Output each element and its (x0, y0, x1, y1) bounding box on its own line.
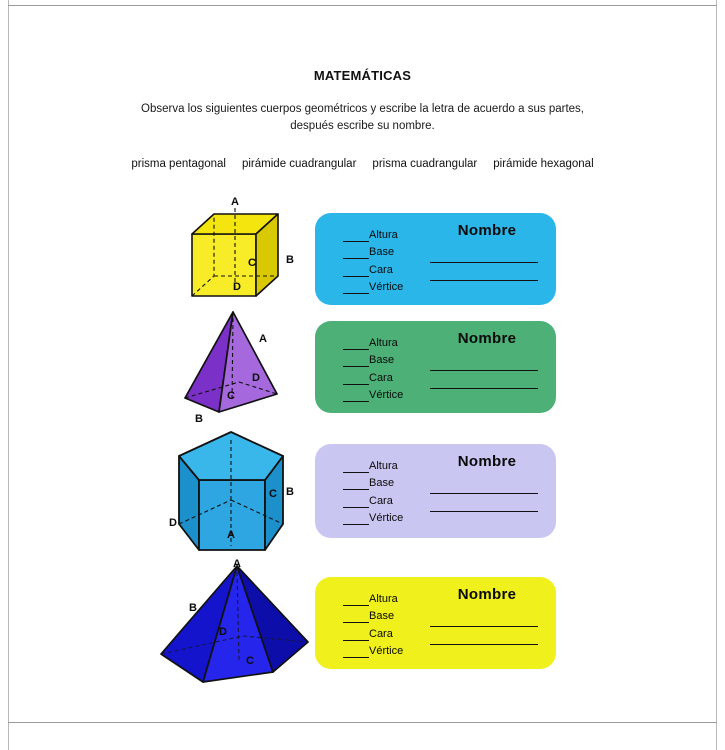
nombre-heading: Nombre (457, 586, 517, 603)
field-row-base (343, 473, 403, 491)
field-label-base: Base (369, 477, 395, 489)
field-label-vertice: Vértice (369, 281, 404, 293)
word-bank-item-piramide-cuadrangular: pirámide cuadrangular (241, 158, 357, 170)
answer-blank-line (343, 495, 369, 508)
field-row-cara (343, 623, 403, 641)
field-label-cara: Cara (369, 371, 393, 384)
page-border-top (8, 5, 717, 6)
shape-label-b: B (286, 486, 294, 498)
answer-blank-line (343, 460, 369, 473)
nombre-writing-line (430, 370, 538, 371)
answer-blank-line (343, 610, 369, 623)
answer-blank-line (343, 628, 369, 641)
field-row-cara (343, 490, 403, 508)
answer-blank-line (343, 512, 369, 525)
page-border-bottom (8, 722, 717, 723)
field-row-base (343, 606, 403, 624)
shape-label-c: C (269, 488, 277, 500)
field-row-altura (343, 332, 403, 350)
field-label-altura: Altura (369, 228, 398, 241)
answer-blank-line (343, 264, 369, 277)
shape-pentagonal-prism (168, 428, 298, 560)
shape-label-c: C (227, 390, 235, 402)
nombre-writing-line (430, 626, 538, 627)
shape-label-c: C (248, 257, 256, 269)
field-label-base: Base (369, 610, 395, 622)
shape-hexagonal-pyramid (155, 558, 315, 692)
answer-fields (343, 588, 403, 658)
field-label-vertice: Vértice (369, 645, 404, 657)
field-label-vertice: Vértice (369, 512, 404, 524)
answer-blank-line (343, 372, 369, 385)
instructions-line1: Observa los siguientes cuerpos geométricos y escribe la letra de acuerdo a sus partes, (141, 103, 584, 115)
field-row-vertice (343, 641, 403, 659)
square-pyramid-illustration (175, 306, 290, 426)
answer-box-1 (315, 213, 556, 305)
field-row-altura (343, 455, 403, 473)
answer-blank-line (343, 477, 369, 490)
field-row-cara (343, 367, 403, 385)
shape-label-d: D (219, 626, 227, 638)
answer-fields (343, 224, 403, 294)
field-label-cara: Cara (369, 494, 393, 507)
word-bank (0, 158, 725, 170)
field-label-base: Base (369, 354, 395, 366)
field-row-vertice (343, 277, 403, 295)
answer-blank-line (343, 229, 369, 242)
field-row-vertice (343, 508, 403, 526)
nombre-heading: Nombre (457, 453, 517, 470)
nombre-writing-line (430, 644, 538, 645)
shape-label-d: D (252, 372, 260, 384)
shape-square-pyramid (175, 306, 290, 426)
answer-blank-line (343, 281, 369, 294)
nombre-writing-line (430, 511, 538, 512)
answer-blank-line (343, 593, 369, 606)
answer-box-4 (315, 577, 556, 669)
page-title: MATEMÁTICAS (313, 68, 412, 83)
field-label-base: Base (369, 246, 395, 258)
shape-label-b: B (195, 413, 203, 425)
field-label-altura: Altura (369, 592, 398, 605)
shape-label-a: A (233, 558, 241, 570)
instructions (0, 101, 725, 135)
shape-label-a: A (231, 196, 239, 208)
shape-label-b: B (286, 254, 294, 266)
field-row-vertice (343, 385, 403, 403)
shape-label-a: A (259, 333, 267, 345)
shape-label-b: B (189, 602, 197, 614)
answer-box-3 (315, 444, 556, 538)
field-label-cara: Cara (369, 627, 393, 640)
nombre-writing-line (430, 280, 538, 281)
field-label-vertice: Vértice (369, 389, 404, 401)
shape-label-d: D (233, 281, 241, 293)
field-label-altura: Altura (369, 336, 398, 349)
instructions-line2: después escribe su nombre. (290, 120, 435, 132)
answer-box-2 (315, 321, 556, 413)
hexagonal-pyramid-illustration (155, 558, 315, 692)
nombre-writing-line (430, 493, 538, 494)
field-row-base (343, 350, 403, 368)
answer-blank-line (343, 337, 369, 350)
nombre-heading: Nombre (457, 222, 517, 239)
shape-label-a: A (227, 529, 235, 541)
answer-blank-line (343, 389, 369, 402)
nombre-heading: Nombre (457, 330, 517, 347)
field-row-base (343, 242, 403, 260)
nombre-writing-line (430, 262, 538, 263)
field-row-cara (343, 259, 403, 277)
word-bank-item-prisma-pentagonal: prisma pentagonal (131, 158, 226, 170)
field-row-altura (343, 588, 403, 606)
answer-blank-line (343, 246, 369, 259)
word-bank-item-prisma-cuadrangular: prisma cuadrangular (372, 158, 478, 170)
answer-blank-line (343, 645, 369, 658)
answer-fields (343, 332, 403, 402)
field-row-altura (343, 224, 403, 242)
nombre-writing-line (430, 388, 538, 389)
field-label-altura: Altura (369, 459, 398, 472)
word-bank-item-piramide-hexagonal: pirámide hexagonal (493, 158, 594, 170)
shape-label-c: C (246, 655, 254, 667)
shape-cube (178, 196, 293, 308)
shape-label-d: D (169, 517, 177, 529)
answer-blank-line (343, 354, 369, 367)
answer-fields (343, 455, 403, 525)
field-label-cara: Cara (369, 263, 393, 276)
